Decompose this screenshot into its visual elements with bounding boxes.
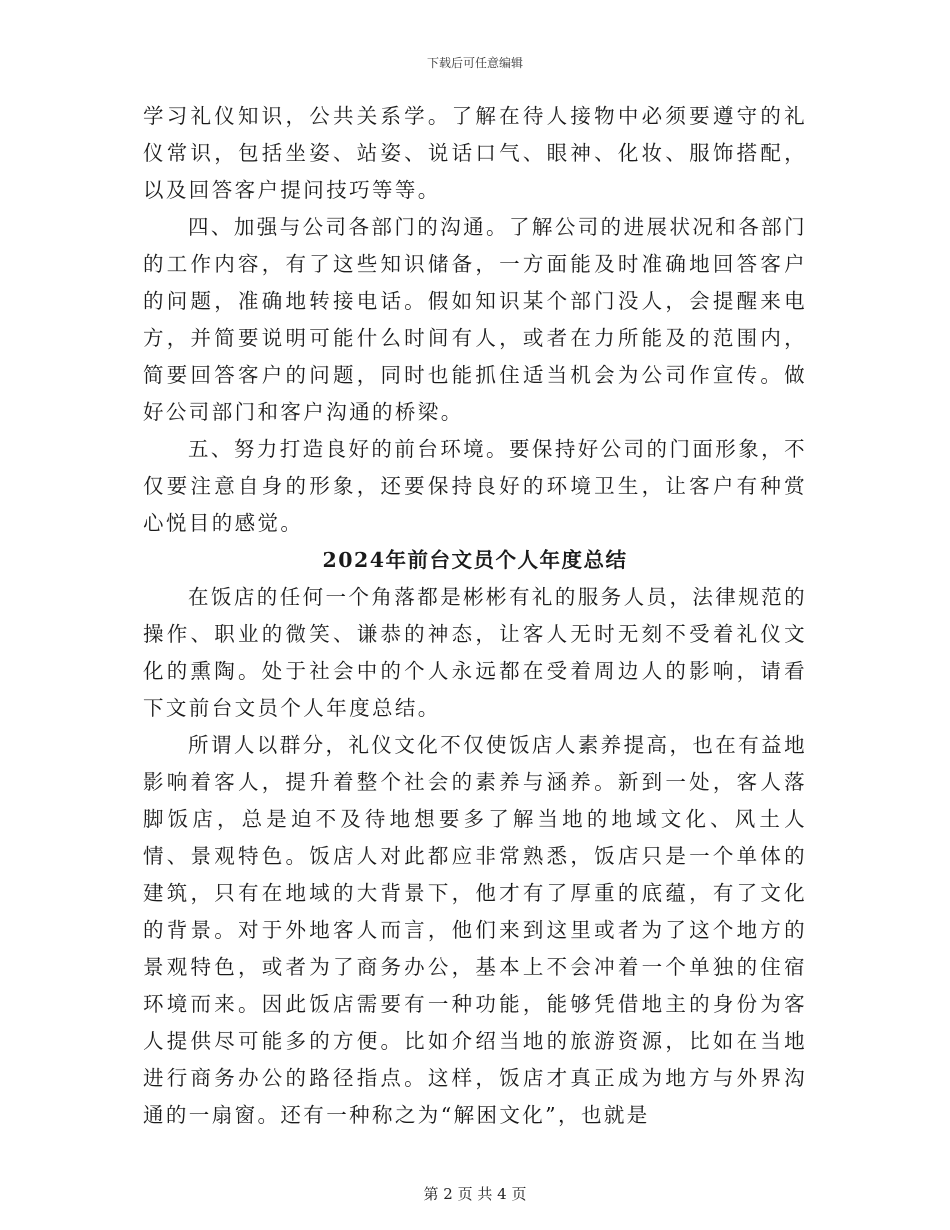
paragraph-body: 所谓人以群分，礼仪文化不仅使饭店人素养提高，也在有益地影响着客人，提升着整个社会的素养与涵养。新到一处，客人落脚饭店，总是迫不及待地想要多了解当地的地域文化、风土人情、景观特色。饭店人对此都应非常熟悉，饭店只是一个单体的建筑，只有在地域的大背景下，他才有了厚重的底蕴，有了文化的背景。对于外地客人而言，他们来到这里或者为了这个地方的景观特色，或者为了商务办公，基本上不会冲着一个单独的住宿环境而来。因此饭店需要有一种功能，能够凭借地主的身份为客人提供尽可能多的方便。比如介绍当地的旅游资源，比如在当地进行商务办公的路径指点。这样，饭店才真正成为地方与外界沟通的一扇窗。还有一种称之为“解困文化”，也就是 <box>143 733 807 1127</box>
paragraph-continued: 学习礼仪知识，公共关系学。了解在待人接物中必须要遵守的礼仪常识，包括坐姿、站姿、说话口气、眼神、化妆、服饰搭配，以及回答客户提问技巧等等。 <box>143 104 807 202</box>
paragraph-intro: 在饭店的任何一个角落都是彬彬有礼的服务人员，法律规范的操作、职业的微笑、谦恭的神态，让客人无时无刻不受着礼仪文化的熏陶。处于社会中的个人永远都在受着周边人的影响，请看下文前台文员个人年度总结。 <box>143 585 807 720</box>
page-number: 第 2 页 共 4 页 <box>423 1185 527 1203</box>
section-title: 2024年前台文员个人年度总结 <box>322 548 628 572</box>
page-header-note: 下载后可任意编辑 <box>426 56 523 70</box>
paragraph-item-four: 四、加强与公司各部门的沟通。了解公司的进展状况和各部门的工作内容，有了这些知识储备，一方面能及时准确地回答客户的问题，准确地转接电话。假如知识某个部门没人，会提醒来电方，并简要说明可能什么时间有人，或者在力所能及的范围内，简要回答客户的问题，同时也能抓住适当机会为公司作宣传。做好公司部门和客户沟通的桥梁。 <box>143 215 807 424</box>
paragraph-item-five: 五、努力打造良好的前台环境。要保持好公司的门面形象，不仅要注意自身的形象，还要保持良好的环境卫生，让客户有种赏心悦目的感觉。 <box>143 437 807 535</box>
document-body <box>143 98 807 1134</box>
